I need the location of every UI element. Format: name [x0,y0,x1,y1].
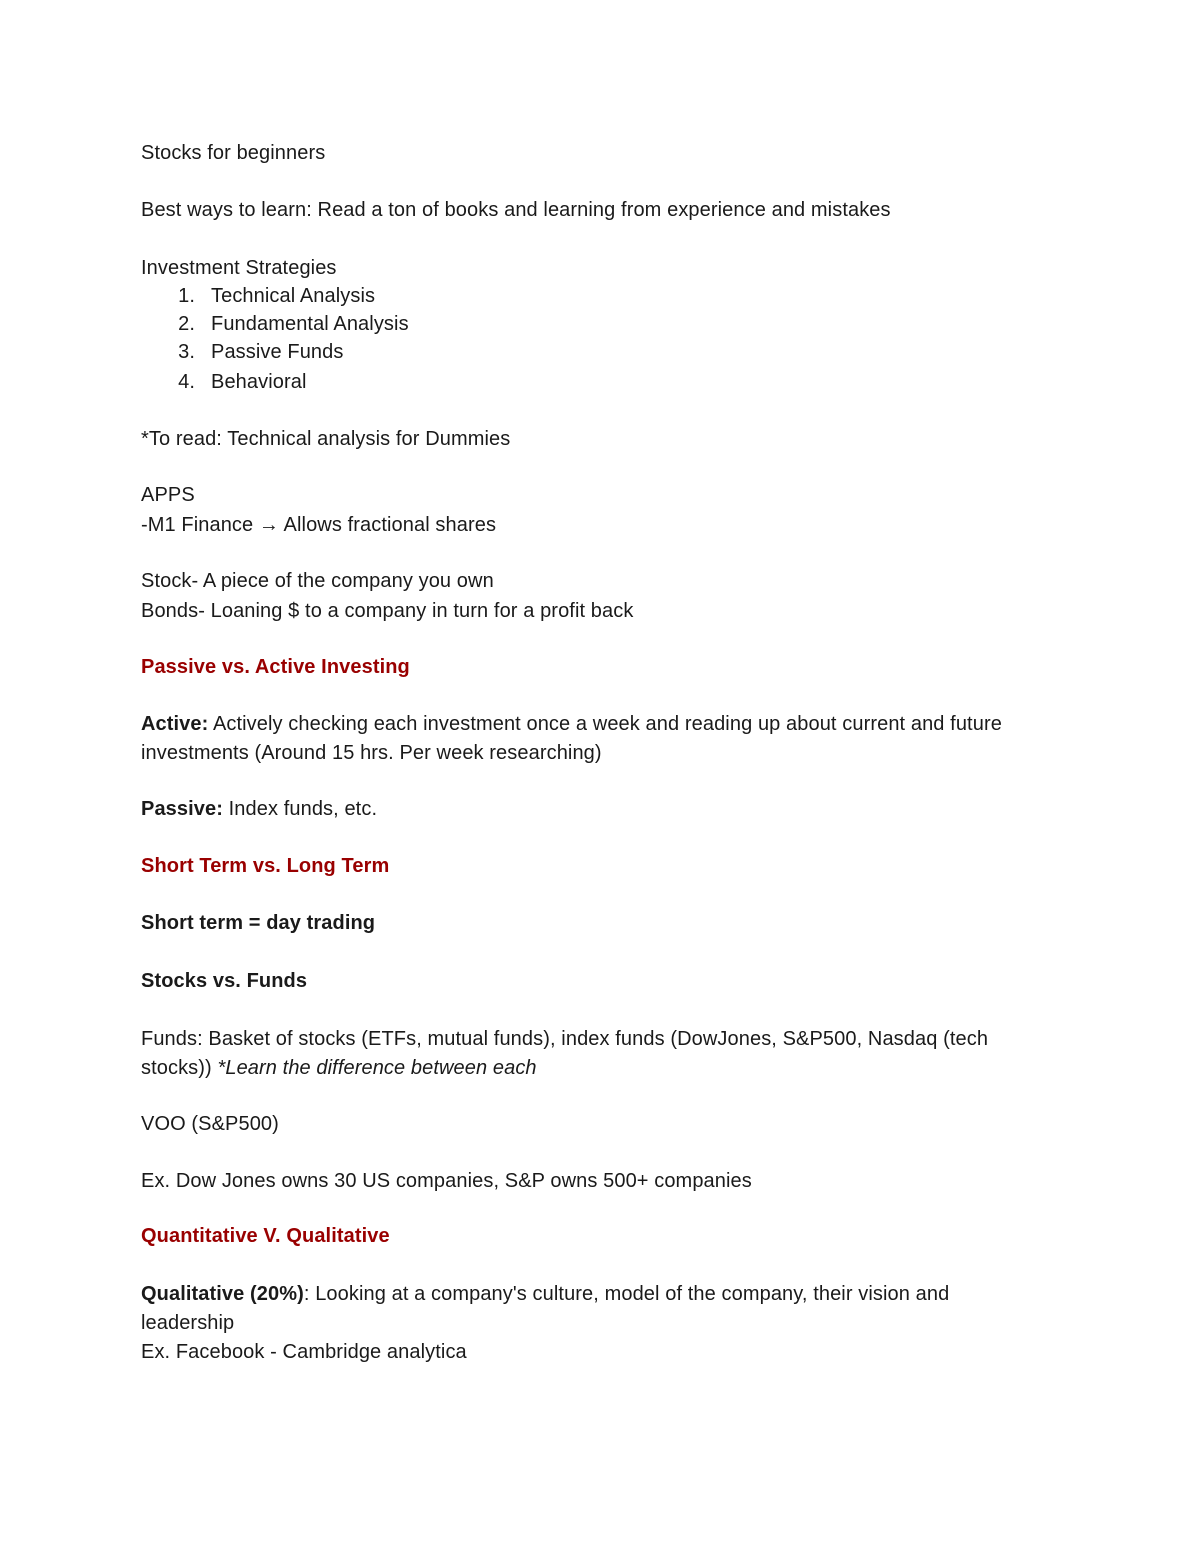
list-item [141,338,1041,367]
strategies-heading: Investment Strategies [141,257,337,279]
qualitative-text: : Looking at a company's culture, model of the company, their vision and leadership [141,1283,950,1334]
active-label: Active: [141,713,209,735]
short-term-line: Short term = day trading [141,912,376,934]
facebook-example: Ex. Facebook - Cambridge analytica [141,1341,467,1363]
list-text: Technical Analysis [211,285,376,307]
to-read-note: *To read: Technical analysis for Dummies [141,428,511,450]
list-text: Fundamental Analysis [211,313,409,335]
section-heading-short-long: Short Term vs. Long Term [141,855,390,877]
funds-italic-note: *Learn the difference between each [217,1057,537,1079]
list-number: 2. [178,313,195,335]
active-text: Actively checking each investment once a week and reading up about current and future investments (Around 15 hrs. Per week researching) [141,713,1002,764]
list-text: Behavioral [211,371,307,393]
best-ways-paragraph: Best ways to learn: Read a ton of books and learning from experience and mistakes [141,199,891,221]
section-heading-quant-qual: Quantitative V. Qualitative [141,1225,390,1247]
funds-paragraph [141,1025,1061,1083]
list-text: Passive Funds [211,341,344,363]
passive-text: Index funds, etc. [222,798,378,820]
qualitative-paragraph [141,1280,1021,1338]
passive-paragraph [141,795,1061,824]
passive-label: Passive: [141,798,223,820]
dow-example: Ex. Dow Jones owns 30 US companies, S&P owns 500+ companies [141,1170,752,1192]
list-item [141,368,1041,397]
list-number: 4. [178,371,195,393]
list-number: 3. [178,341,195,363]
section-heading-passive-active: Passive vs. Active Investing [141,656,410,678]
qualitative-label: Qualitative (20%) [141,1283,304,1305]
stock-definition: Stock- A piece of the company you own [141,570,494,592]
voo-line: VOO (S&P500) [141,1113,279,1135]
apps-heading: APPS [141,484,195,506]
list-number: 1. [178,285,195,307]
bonds-definition: Bonds- Loaning $ to a company in turn for a profit back [141,600,634,622]
stocks-vs-funds-heading: Stocks vs. Funds [141,970,308,992]
apps-m1-line: -M1 Finance → Allows fractional shares [141,514,497,536]
document-title: Stocks for beginners [141,142,326,164]
list-item [141,282,1041,311]
active-paragraph [141,710,1021,768]
funds-text: Funds: Basket of stocks (ETFs, mutual funds), index funds (DowJones, S&P500, Nasdaq (tech stocks)) [141,1028,989,1079]
list-item [141,310,1041,339]
